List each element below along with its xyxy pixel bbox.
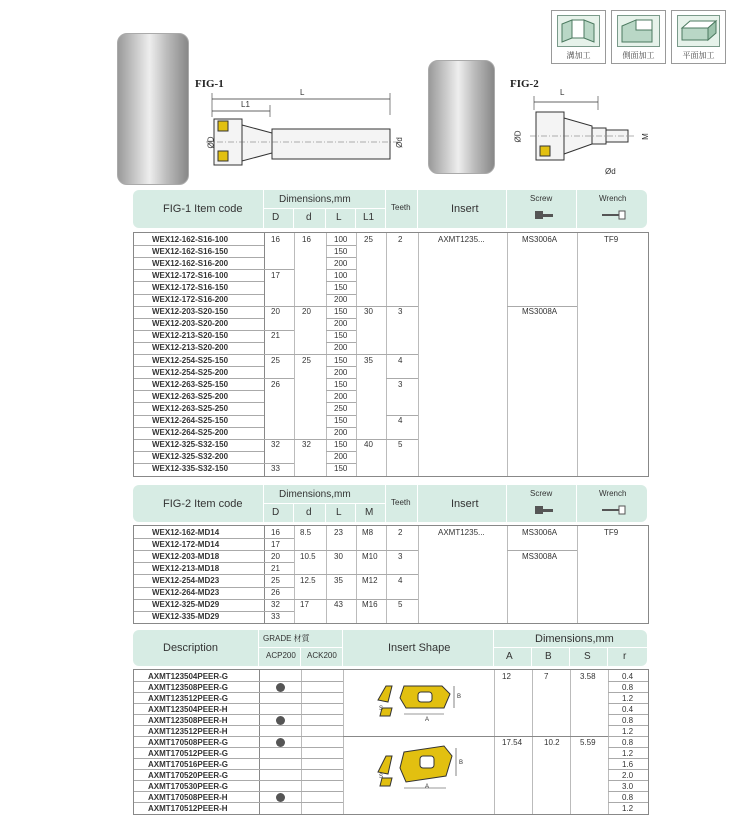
item-code: WEX12-172-MD14 (152, 539, 220, 549)
cell-D: 25 (271, 355, 280, 365)
cell-r: 0.8 (622, 737, 634, 747)
item-code: AXMT123508PEER-G (148, 682, 229, 692)
shape1-label-b: B (457, 694, 462, 700)
item-code: WEX12-335-S32-150 (152, 464, 229, 474)
wrench-icon (601, 209, 627, 221)
cell-A: 12 (502, 671, 511, 681)
fig2-tool-photo (428, 60, 495, 174)
item-code: AXMT170508PEER-H (148, 792, 228, 802)
fig2-dim-d-small: Ød (605, 167, 616, 176)
item-code: AXMT170508PEER-G (148, 737, 229, 747)
item-code: WEX12-162-S16-100 (152, 234, 229, 244)
item-code: WEX12-264-S25-200 (152, 428, 229, 438)
cell-teeth: 4 (398, 416, 403, 425)
table2-dims-title: Dimensions,mm (279, 489, 351, 500)
cell-L: 100 (334, 234, 348, 244)
mode-label: 溝加工 (566, 51, 591, 60)
item-code: WEX12-213-MD18 (152, 563, 220, 573)
cell-M: M10 (362, 551, 378, 561)
item-code: WEX12-263-S25-150 (152, 379, 229, 389)
shape2-label-s: S (379, 774, 384, 780)
cell-B: 7 (544, 671, 549, 681)
item-code: WEX12-325-MD29 (152, 600, 220, 610)
cell-L: 200 (334, 343, 348, 353)
cell-L: 100 (334, 270, 348, 280)
mode-label: 平面加工 (682, 51, 715, 60)
table3-description: Description (163, 642, 219, 654)
item-code: WEX12-264-MD23 (152, 588, 220, 597)
cell-L: 250 (334, 403, 348, 413)
item-code: AXMT170520PEER-G (148, 770, 229, 780)
cell-teeth: 3 (398, 379, 403, 389)
grade-acp200-available-icon (276, 683, 285, 692)
item-code: WEX12-213-S20-200 (152, 343, 229, 353)
item-code: WEX12-335-MD29 (152, 612, 220, 622)
cell-D: 21 (271, 563, 280, 573)
cell-r: 0.8 (622, 715, 634, 725)
table3-dims-title: Dimensions,mm (535, 633, 614, 645)
cell-L1: 30 (364, 307, 373, 317)
cell-screw: MS3008A (522, 551, 558, 561)
fig1-dim-d-large: ØD (206, 136, 216, 149)
cell-d: 12.5 (300, 575, 316, 585)
item-code: AXMT170530PEER-G (148, 781, 229, 791)
table1-body (133, 232, 649, 477)
cell-teeth: 2 (398, 234, 403, 244)
cell-D: 26 (271, 379, 280, 389)
item-code: AXMT170516PEER-G (148, 759, 229, 769)
cell-M: M8 (362, 527, 374, 537)
cell-L: 200 (334, 295, 348, 304)
fig2-drawing (510, 90, 660, 180)
cell-B: 10.2 (544, 737, 560, 747)
cell-D: 26 (271, 588, 280, 597)
item-code: WEX12-162-MD14 (152, 527, 220, 537)
cell-insert: AXMT1235... (438, 234, 485, 244)
item-code: AXMT123512PEER-H (148, 726, 228, 736)
item-code: AXMT123504PEER-H (148, 704, 228, 714)
cell-D: 17 (271, 270, 280, 280)
col-S: S (584, 651, 591, 662)
cell-D: 17 (271, 539, 280, 549)
cell-teeth: 3 (398, 307, 403, 317)
col-teeth: Teeth (391, 498, 411, 507)
cell-L: 23 (334, 527, 343, 537)
cell-d: 10.5 (300, 551, 316, 561)
fig2-label: FIG-2 (510, 78, 539, 90)
shape1-label-s: S (379, 706, 384, 712)
fig1-tool-photo (117, 33, 189, 185)
col-A: A (506, 651, 513, 662)
cell-L: 150 (334, 440, 348, 450)
table1-title: FIG-1 Item code (163, 203, 243, 215)
table1-dims-title: Dimensions,mm (279, 194, 351, 205)
item-code: AXMT123504PEER-G (148, 671, 229, 681)
cell-D: 32 (271, 600, 280, 610)
fig1-label: FIG-1 (195, 78, 224, 90)
cell-L: 150 (334, 379, 348, 389)
cell-D: 33 (271, 464, 280, 474)
cell-M: M16 (362, 600, 378, 610)
cell-d: 20 (302, 307, 311, 317)
cell-r: 2.0 (622, 770, 634, 780)
item-code: AXMT170512PEER-G (148, 748, 229, 758)
cell-teeth: 4 (398, 355, 403, 365)
cell-screw: MS3006A (522, 527, 558, 537)
cell-r: 1.2 (622, 726, 634, 736)
item-code: WEX12-325-S32-150 (152, 440, 229, 450)
cell-L: 150 (334, 355, 348, 365)
item-code: WEX12-203-S20-150 (152, 307, 229, 317)
cell-D: 20 (271, 307, 280, 317)
col-d: d (306, 212, 312, 223)
item-code: WEX12-172-S16-200 (152, 295, 229, 304)
side-machining-icon (611, 10, 666, 64)
col-B: B (545, 651, 552, 662)
cell-screw: MS3006A (522, 234, 558, 244)
col-screw: Screw (530, 194, 553, 203)
item-code: WEX12-172-S16-150 (152, 282, 229, 292)
fig2-dim-m: M (640, 133, 650, 140)
cell-d: 8.5 (300, 527, 312, 537)
item-code: WEX12-172-S16-100 (152, 270, 229, 280)
cell-teeth: 5 (398, 600, 403, 610)
cell-r: 0.8 (622, 682, 634, 692)
item-code: WEX12-264-S25-150 (152, 416, 229, 425)
fig2-dim-l: L (560, 88, 565, 97)
cell-d: 25 (302, 355, 311, 365)
cell-r: 0.4 (622, 704, 634, 714)
cell-screw: MS3008A (522, 307, 558, 317)
wrench-icon (601, 504, 627, 516)
screw-icon (533, 504, 555, 516)
cell-L: 43 (334, 600, 343, 610)
item-code: WEX12-254-S25-150 (152, 355, 229, 365)
item-code: AXMT123512PEER-G (148, 693, 229, 703)
col-wrench: Wrench (599, 194, 627, 203)
table1-header (133, 190, 647, 228)
col-M: M (365, 507, 374, 518)
cell-L: 150 (334, 246, 348, 256)
col-D: D (272, 507, 280, 518)
groove-machining-icon (551, 10, 606, 64)
cell-L: 150 (334, 331, 348, 341)
cell-L: 150 (334, 307, 348, 317)
cell-D: 21 (271, 331, 280, 341)
cell-L: 30 (334, 551, 343, 561)
cell-L: 200 (334, 428, 348, 438)
fig2-dim-d-large: ØD (513, 130, 523, 143)
cell-r: 3.0 (622, 781, 634, 791)
cell-wrench: TF9 (604, 527, 619, 537)
shape2-label-a: A (425, 784, 430, 790)
item-code: WEX12-254-S25-200 (152, 367, 229, 377)
item-code: AXMT170512PEER-H (148, 803, 228, 813)
col-insert: Insert (451, 203, 479, 215)
cell-L: 200 (334, 391, 348, 401)
face-machining-icon (671, 10, 726, 64)
cell-insert: AXMT1235... (438, 527, 485, 537)
cell-r: 0.8 (622, 792, 634, 802)
fig1-dim-d-small: Ød (394, 137, 404, 148)
cell-L: 200 (334, 258, 348, 268)
grade-acp200: ACP200 (266, 651, 296, 660)
item-code: AXMT123508PEER-H (148, 715, 228, 725)
cell-L: 150 (334, 464, 348, 474)
table3-grade: GRADE 材質 (263, 634, 310, 643)
screw-icon (533, 209, 555, 221)
cell-L: 200 (334, 452, 348, 462)
col-d: d (306, 507, 312, 518)
col-screw: Screw (530, 489, 553, 498)
table3-header (133, 630, 647, 666)
item-code: WEX12-263-S25-200 (152, 391, 229, 401)
cell-teeth: 4 (398, 575, 403, 585)
cell-D: 16 (271, 527, 280, 537)
item-code: WEX12-325-S32-200 (152, 452, 229, 462)
cell-d: 17 (300, 600, 309, 610)
col-r: r (623, 651, 627, 662)
cell-r: 1.2 (622, 748, 634, 758)
item-code: WEX12-263-S25-250 (152, 403, 229, 413)
cell-r: 1.2 (622, 693, 634, 703)
table2-header (133, 485, 647, 522)
fig1-dim-l: L (300, 88, 305, 97)
cell-teeth: 3 (398, 551, 403, 561)
fig1-dim-l1: L1 (241, 100, 250, 109)
cell-D: 20 (271, 551, 280, 561)
cell-d: 32 (302, 440, 311, 450)
table2-title: FIG-2 Item code (163, 498, 243, 510)
cell-L1: 25 (364, 234, 373, 244)
item-code: WEX12-162-S16-150 (152, 246, 229, 256)
cell-D: 16 (271, 234, 280, 244)
cell-L: 150 (334, 282, 348, 292)
col-L: L (336, 507, 342, 518)
cell-teeth: 2 (398, 527, 403, 537)
col-teeth: Teeth (391, 203, 411, 212)
insert-shape-1705-icon (374, 742, 474, 798)
cell-A: 17.54 (502, 737, 523, 747)
fig1-drawing (200, 85, 415, 185)
insert-shape-1235-icon (374, 678, 474, 730)
cell-teeth: 5 (398, 440, 403, 450)
shape2-label-b: B (459, 760, 464, 766)
col-D: D (272, 212, 280, 223)
cell-wrench: TF9 (604, 234, 619, 244)
item-code: WEX12-203-MD18 (152, 551, 220, 561)
item-code: WEX12-213-S20-150 (152, 331, 229, 341)
table3-body (133, 669, 649, 815)
grade-acp200-available-icon (276, 793, 285, 802)
col-wrench: Wrench (599, 489, 627, 498)
cell-L: 200 (334, 319, 348, 329)
grade-acp200-available-icon (276, 738, 285, 747)
item-code: WEX12-254-MD23 (152, 575, 220, 585)
cell-r: 1.6 (622, 759, 634, 769)
cell-D: 32 (271, 440, 280, 450)
item-code: WEX12-162-S16-200 (152, 258, 229, 268)
cell-r: 0.4 (622, 671, 634, 681)
col-insert: Insert (451, 498, 479, 510)
cell-L1: 40 (364, 440, 373, 450)
grade-ack200: ACK200 (307, 651, 337, 660)
col-L1: L1 (363, 212, 375, 223)
cell-d: 16 (302, 234, 311, 244)
cell-M: M12 (362, 575, 378, 585)
cell-S: 5.59 (580, 737, 596, 747)
grade-acp200-available-icon (276, 716, 285, 725)
cell-L: 150 (334, 416, 348, 425)
table3-insert-shape: Insert Shape (388, 642, 451, 654)
cell-D: 33 (271, 612, 280, 622)
cell-D: 25 (271, 575, 280, 585)
col-L: L (336, 212, 342, 223)
shape1-label-a: A (425, 717, 430, 723)
table2-body (133, 525, 649, 624)
item-code: WEX12-203-S20-200 (152, 319, 229, 329)
cell-r: 1.2 (622, 803, 634, 813)
mode-label: 側面加工 (622, 51, 655, 60)
cell-L1: 35 (364, 355, 373, 365)
cell-S: 3.58 (580, 671, 596, 681)
cell-L: 35 (334, 575, 343, 585)
cell-L: 200 (334, 367, 348, 377)
